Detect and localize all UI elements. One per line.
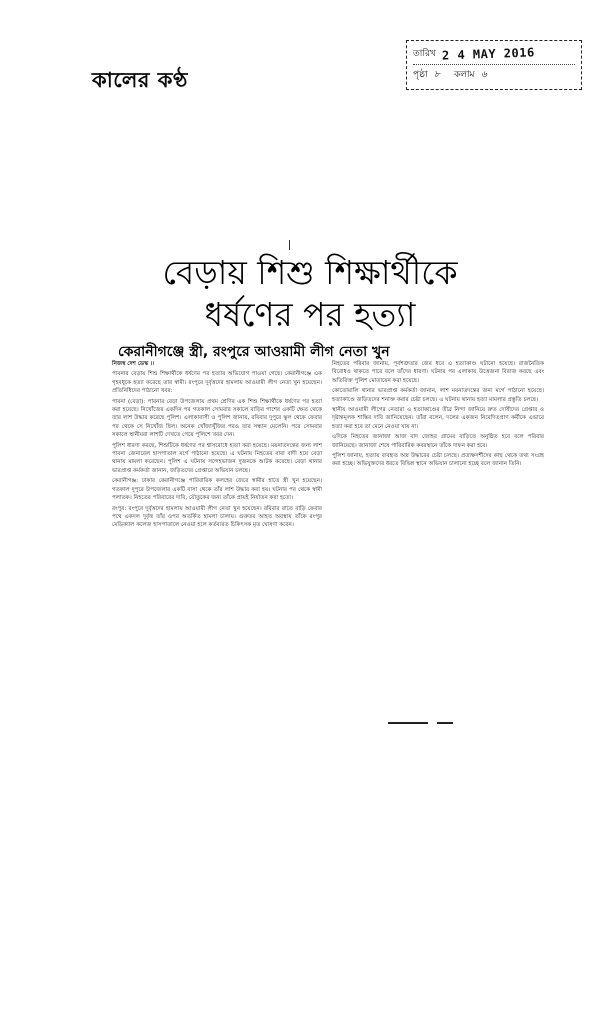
date-row <box>413 44 575 65</box>
article-end-rule-short <box>437 722 453 724</box>
paragraph: স্থানীয় আওয়ামী লীগের নেতারা এ হত্যাকাণ্ডের তীব্র নিন্দা জানিয়ে দ্রুত দোষীদের গ্রেপ্তার ও দৃষ্টান্তমূলক শাস্তির দাবি জানিয়েছেন। তাঁরা বলেন, দলের একজন নিবেদিতপ্রাণ কর্মীকে এভাবে হত্যা করা হবে তা মেনে নেওয়া যায় না। <box>332 407 544 430</box>
article-column-right <box>332 360 544 471</box>
newspaper-masthead: কালের কণ্ঠ <box>92 67 188 92</box>
paragraph: কেরানীগঞ্জ: ঢাকার কেরানীগঞ্জে পারিবারিক কলহের জেরে স্বামীর হাতে স্ত্রী খুন হয়েছেন। গতকাল দুপুরে উপজেলার একটি বাসা থেকে তাঁর লাশ উদ্ধার করা হয়। ঘটনার পর থেকে স্বামী পলাতক। নিহতের পরিবারের দাবি, যৌতুকের জন্য তাঁকে প্রায়ই নির্যাতন করা হতো। <box>112 478 322 502</box>
date-label: তারিখ <box>413 49 436 59</box>
paragraph: এদিকে নিহতের জানাজা আজ বাদ জোহর গ্রামের বাড়িতে অনুষ্ঠিত হবে বলে পরিবার জানিয়েছে। জানাজা শেষে পারিবারিক কবরস্থানে তাঁকে দাফন করা হবে। <box>332 434 544 449</box>
article-end-rule <box>388 722 428 724</box>
column-value: ৬ <box>480 69 488 81</box>
paragraph: পাবনা (বেড়া): পাবনার বেড়া উপজেলায় প্রথম শ্রেণির এক শিশু শিক্ষার্থীকে ধর্ষণের পর হত্যা করা হয়েছে। নিখোঁজের একদিন পর গতকাল সোমবার সকালে বাড়ির পাশের একটি ক্ষেত থেকে তার লাশ উদ্ধার করেছে পুলিশ। এলাকাবাসী ও পুলিশ জানায়, রবিবার দুপুরে স্কুল থেকে ফেরার পর থেকে সে নিখোঁজ ছিল। অনেক খোঁজাখুঁজির পরও তার সন্ধান মেলেনি। পরে সোমবার সকালে স্থানীয়রা লাশটি দেখতে পেয়ে পুলিশে খবর দেন। <box>112 398 322 439</box>
page-value: ৮ <box>433 69 441 81</box>
article-headline <box>110 252 510 336</box>
paragraph: রংপুর: রংপুরে দুর্বৃত্তদের হামলায় আওয়ামী লীগ নেতা খুন হয়েছেন। রবিবার রাতে বাড়ি ফেরার পথে একদল দুর্বৃত্ত তাঁর ওপর অতর্কিত হামলা চালায়। গুরুতর আহত অবস্থায় তাঁকে রংপুর মেডিক্যাল কলেজ হাসপাতালে নেওয়া হলে কর্তব্যরত চিকিৎসক মৃত ঘোষণা করেন। <box>112 505 322 529</box>
page-column-row <box>413 65 575 85</box>
paragraph: পুলিশ জানায়, হত্যায় ব্যবহৃত অস্ত্র উদ্ধারের চেষ্টা চলছে। প্রত্যক্ষদর্শীদের কাছ থেকে তথ্য সংগ্রহ করা হচ্ছে। অভিযুক্তদের ধরতে বিভিন্ন স্থানে অভিযান চালানো হচ্ছে বলে জানান তিনি। <box>332 453 544 468</box>
column-label: কলাম <box>453 70 475 80</box>
page-label: পৃষ্ঠা <box>413 70 428 80</box>
article-column-left <box>112 360 322 532</box>
paragraph: পাবনার বেড়ায় শিশু শিক্ষার্থীকে ধর্ষণের পর হত্যার অভিযোগ পাওয়া গেছে। কেরানীগঞ্জে এক গৃহবধূকে হত্যা করেছে তার স্বামী। রংপুরে দুর্বৃত্তদের হামলায় আওয়ামী লীগ নেতা খুন হয়েছেন। প্রতিনিধিদের পাঠানো খবর: <box>112 371 322 395</box>
paragraph: পুলিশ ধারণা করছে, শিশুটিকে ধর্ষণের পর শ্বাসরোধে হত্যা করা হয়েছে। ময়নাতদন্তের জন্য লাশ পাবনা জেনারেল হাসপাতাল মর্গে পাঠানো হয়েছে। এ ঘটনায় নিহতের বাবা বাদী হয়ে বেড়া থানায় মামলা করেছেন। পুলিশ এ ঘটনায় সন্দেহভাজন দুজনকে আটক করেছে। বেড়া থানার ভারপ্রাপ্ত কর্মকর্তা জানান, জড়িতদের গ্রেপ্তারে অভিযান চলছে। <box>112 442 322 474</box>
divider-mark <box>289 240 290 250</box>
date-value: 2 4 MAY 2016 <box>441 45 535 63</box>
headline-line-2: ধর্ষণের পর হত্যা <box>204 295 416 334</box>
article-subheadline: কেরানীগঞ্জে স্ত্রী, রংপুরে আওয়ামী লীগ নেতা খুন <box>118 344 390 360</box>
paragraph: কোতোয়ালি থানার ভারপ্রাপ্ত কর্মকর্তা জানান, লাশ ময়নাতদন্তের জন্য মর্গে পাঠানো হয়েছে। হত্যাকাণ্ডে জড়িতদের শনাক্ত করার চেষ্টা চলছে। এ ঘটনায় থানায় হত্যা মামলার প্রস্তুতি চলছে। <box>332 388 544 403</box>
headline-line-1: বেড়ায় শিশু শিক্ষার্থীকে <box>162 253 458 292</box>
clipping-date-stamp <box>406 40 582 90</box>
paragraph: নিজস্ব দেশ ডেস্ক ।। <box>112 361 155 367</box>
paragraph: নিহতের পরিবার জানায়, পূর্বশত্রুতার জের ধরে এ হত্যাকাণ্ড ঘটানো হয়েছে। রাজনৈতিক বিরোধও থাকতে পারে বলে তাঁদের ধারণা। ঘটনার পর এলাকায় উত্তেজনা বিরাজ করছে এবং অতিরিক্ত পুলিশ মোতায়েন করা হয়েছে। <box>332 361 544 384</box>
